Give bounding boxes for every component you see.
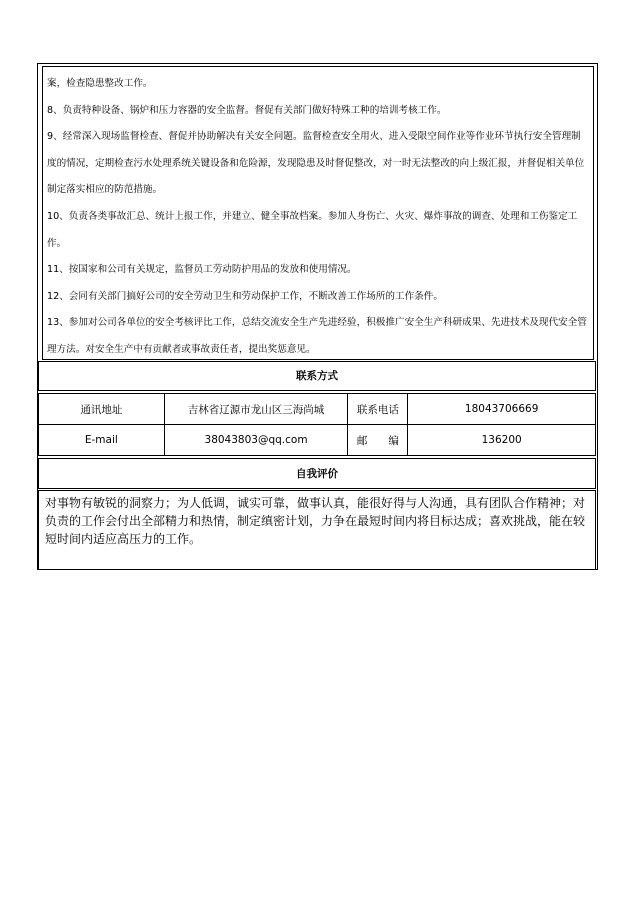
- self-evaluation-title: 自我评价: [38, 458, 596, 489]
- email-value: 38043803@qq.com: [164, 425, 348, 456]
- contact-section-title: 联系方式: [38, 361, 596, 391]
- self-evaluation-text: 对事物有敏锐的洞察力；为人低调，诚实可靠，做事认真，能很好得与人沟通，具有团队合作精神；对负责的工作会付出全部精力和热情，制定缜密计划，力争在最短时间内将目标达成；喜欢挑战，能在较短时间内适应高压力的工作。: [38, 490, 596, 570]
- postcode-label: 邮 编: [348, 425, 408, 456]
- address-label: 通讯地址: [39, 394, 165, 425]
- duty-item: 8、负责特种设备、锅炉和压力容器的安全监督。督促有关部门做好特殊工种的培训考核工作。: [47, 104, 447, 116]
- job-duties-section: [42, 66, 594, 360]
- email-label: E-mail: [39, 425, 165, 456]
- duty-item: 9、经常深入现场监督检查、督促并协助解决有关安全问题。监督检查安全用火、进入受限空间作业等作业环节执行安全管理制度的情况，定期检查污水处理系统关键设备和危险源，发现隐患及时督促整改，对一时无法整改的向上级汇报，并督促相关单位制定落实相应的防范措施。: [47, 131, 585, 196]
- table-row: [39, 425, 596, 456]
- duty-item: 12、会同有关部门搞好公司的安全劳动卫生和劳动保护工作，不断改善工作场所的工作条件。: [47, 290, 443, 302]
- contact-table: [38, 393, 596, 456]
- phone-value: 18043706669: [408, 394, 596, 425]
- duty-item: 13、参加对公司各单位的安全考核评比工作，总结交流安全生产先进经验，积极推广安全生产科研成果、先进技术及现代安全管理方法。对安全生产中有贡献者或事故责任者，提出奖惩意见。: [47, 317, 587, 355]
- duty-item: 11、按国家和公司有关规定，监督员工劳动防护用品的发放和使用情况。: [47, 264, 357, 276]
- table-row: [39, 394, 596, 425]
- address-value: 吉林省辽源市龙山区三海尚城: [164, 394, 348, 425]
- phone-label: 联系电话: [348, 394, 408, 425]
- duty-item: 10、负责各类事故汇总、统计上报工作，并建立、健全事故档案。参加人身伤亡、火灾、爆炸事故的调查、处理和工伤鉴定工作。: [47, 210, 578, 249]
- duty-item: 案，检查隐患整改工作。: [47, 78, 153, 89]
- postcode-value: 136200: [408, 425, 596, 456]
